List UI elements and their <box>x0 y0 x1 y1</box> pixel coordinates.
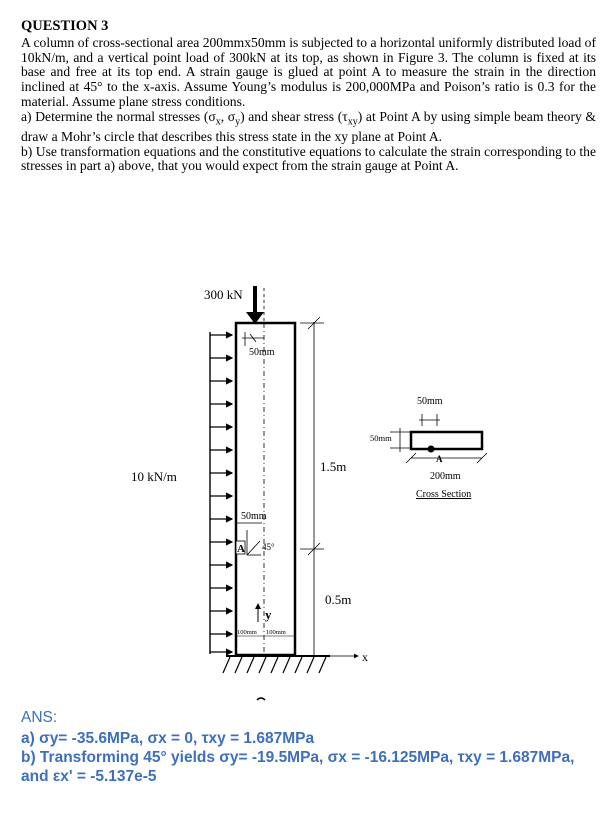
height-upper-label: 1.5m <box>320 459 347 474</box>
question-paragraph: A column of cross-sectional area 200mmx50mm is subjected to a horizontal uniformly distributed load of 10kN/m, and a vertical point load of 300kN at its top, as shown in Figure 3. The column is fixed at its base and free at its top end. A strain gauge is glued at point A to measure the strain in the direction inclined at 45° to the x-axis. Assume Young’s modulus is 200,000MPa and Poison’s ratio is 0.3 for the material. Assume plane stress conditions. <box>21 35 596 109</box>
height-lower-label: 0.5m <box>325 592 352 607</box>
answer-block <box>21 708 574 786</box>
bottom-right-dimension: 100mm <box>266 629 286 636</box>
point-a-label: A <box>237 543 245 555</box>
answer-label: ANS: <box>21 709 58 726</box>
answer-part-c: and εx' = -5.137e-5 <box>21 768 157 785</box>
mid-dimension-label: 50mm <box>241 511 267 522</box>
answer-part-a: a) σy= -35.6MPa, σx = 0, τxy = 1.687MPa <box>21 730 315 747</box>
question-part-b: b) Use transformation equations and the constitutive equations to calculate the strain corresponding to the stresses in part a) above, that you would expect from the strain gauge at Point A. <box>21 143 596 174</box>
distributed-load-arrows <box>210 332 232 654</box>
question-part-a: a) Determine the normal stresses ($\sigma_x$, $\sigma_y$) and shear stress $(\tau_{xy})$ at Point A by using simple beam theory & draw a Mohr’s circle that describes this stress state in the xy plane at Point A. <box>21 108 596 144</box>
answer-part-b: b) Transforming 45° yields σy= -19.5MPa, σx = -16.125MPa, τxy = 1.687MPa, <box>21 749 575 766</box>
question-body <box>21 36 596 174</box>
angle-label: 45° <box>262 542 275 552</box>
x-axis-label: x <box>362 650 368 664</box>
cs-title: Cross Section <box>416 489 472 500</box>
question-title: QUESTION 3 <box>21 18 109 34</box>
cs-point-label: A <box>436 454 443 464</box>
y-axis-label: y <box>265 607 272 622</box>
column-figure <box>0 270 616 708</box>
point-load-label: 300 kN <box>204 287 243 302</box>
top-dimension-label: 50mm <box>249 347 275 358</box>
bottom-left-dimension: 100mm <box>237 629 257 636</box>
cs-point-a <box>428 446 435 453</box>
cross-section <box>370 396 487 500</box>
column <box>236 323 295 655</box>
cs-width-top-label: 50mm <box>417 396 443 407</box>
distributed-load-label: 10 kN/m <box>131 469 177 484</box>
cs-side-label: 50mm <box>370 433 392 443</box>
cs-width-label: 200mm <box>430 471 461 482</box>
